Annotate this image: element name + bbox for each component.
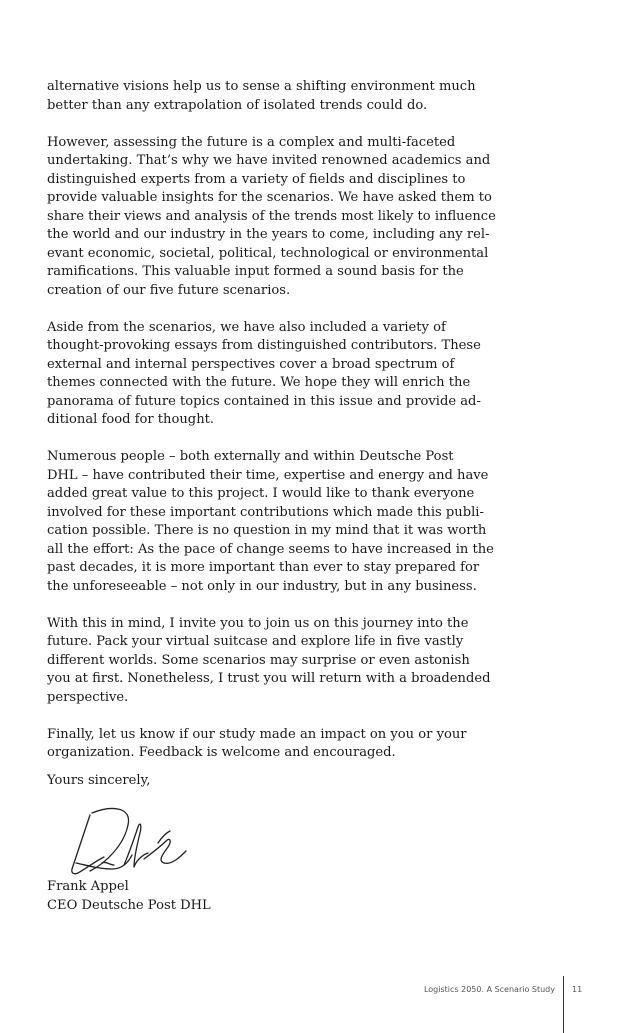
signer-name: Frank Appel [47,879,129,894]
footer-divider [563,976,564,1033]
closing-salutation: Yours sincerely, [47,773,151,788]
text-line: different worlds. Some scenarios may surprise or even astonish [47,652,470,668]
text-line: ditional food for thought. [47,412,215,427]
text-line: panorama of future topics contained in this issue and provide ad- [47,393,481,409]
text-line: you at first. Nonetheless, I trust you will return with a broadended [47,671,491,686]
text-line: alternative visions help us to sense a shifting environment much [47,79,476,94]
text-line: the world and our industry in the years to come, including any rel- [47,227,490,242]
text-line: Finally, let us know if our study made an impact on you or your [47,726,467,742]
text-line: distinguished experts from a variety of fields and disciplines to [47,171,466,187]
text-line: evant economic, societal, political, technological or environmental [47,245,489,261]
text-line: Aside from the scenarios, we have also included a variety of [47,319,446,335]
text-line: themes connected with the future. We hope they will enrich the [47,375,471,390]
letter-body [47,78,496,781]
text-line: thought-provoking essays from distinguished contributors. These [47,338,481,353]
text-line: involved for these important contributions which made this publi- [47,504,484,520]
text-line: added great value to this project. I would like to thank everyone [47,486,475,501]
text-line: ramifications. This valuable input formed a sound basis for the [47,264,464,279]
text-line: better than any extrapolation of isolated trends could do. [47,97,428,113]
paragraph-3 [47,319,481,430]
text-line: provide valuable insights for the scenarios. We have asked them to [47,190,492,205]
text-line: perspective. [47,689,129,705]
text-line: However, assessing the future is a complex and multi-faceted [47,134,456,150]
paragraph-2 [47,134,496,301]
signer-block [47,878,211,915]
page-number: 11 [572,985,583,994]
paragraph-6 [47,726,467,763]
signature-icon [62,803,192,883]
paragraph-1 [47,78,476,115]
paragraph-5 [47,615,491,708]
text-line: the unforeseeable – not only in our industry, but in any business. [47,578,477,594]
text-line: creation of our five future scenarios. [47,282,291,298]
paragraph-4 [47,448,494,596]
text-line: share their views and analysis of the trends most likely to influence [47,208,496,224]
text-line: cation possible. There is no question in my mind that it was worth [47,523,487,538]
text-line: all the effort: As the pace of change seems to have increased in the [47,541,494,557]
text-line: undertaking. That’s why we have invited renowned academics and [47,153,491,168]
text-line: Numerous people – both externally and within Deutsche Post [47,449,454,464]
text-line: DHL – have contributed their time, expertise and energy and have [47,467,489,483]
text-line: organization. Feedback is welcome and encouraged. [47,745,396,760]
text-line: past decades, it is more important than ever to stay prepared for [47,560,480,575]
footer-publication: Logistics 2050. A Scenario Study [423,985,555,994]
text-line: future. Pack your virtual suitcase and explore life in five vastly [47,634,464,649]
text-line: With this in mind, I invite you to join us on this journey into the [47,615,469,631]
signer-title: CEO Deutsche Post DHL [47,897,211,913]
text-line: external and internal perspectives cover a broad spectrum of [47,356,455,372]
